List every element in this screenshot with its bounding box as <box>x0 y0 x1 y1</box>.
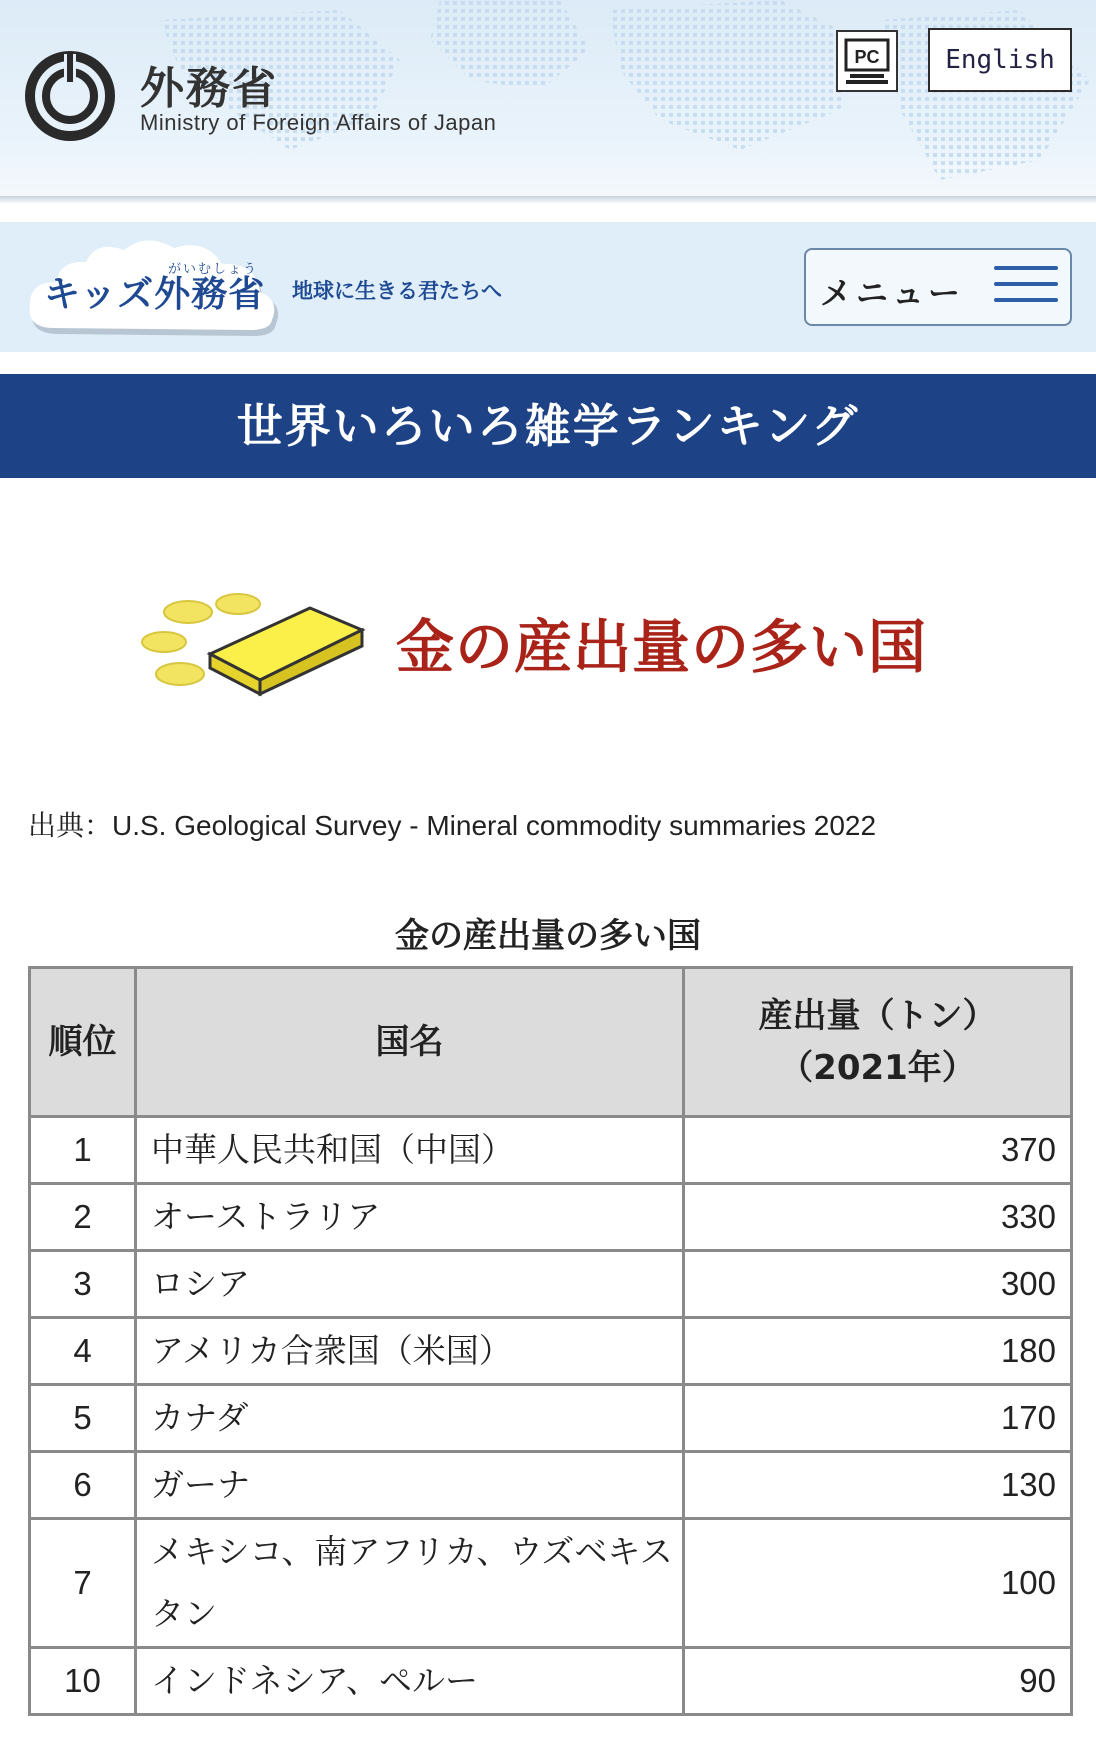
country-cell: メキシコ、南アフリカ、ウズベキスタン <box>136 1519 684 1648</box>
rank-cell: 6 <box>30 1452 136 1519</box>
rank-cell: 1 <box>30 1117 136 1184</box>
country-cell: 中華人民共和国（中国） <box>136 1117 684 1184</box>
banner-title: 世界いろいろ雑学ランキング <box>236 399 860 453</box>
kids-tagline: 地球に生きる君たちへ <box>292 279 502 303</box>
pc-version-button[interactable] <box>836 30 898 92</box>
amount-cell: 300 <box>684 1251 1072 1318</box>
table-caption: 金の産出量の多い国 <box>395 916 701 956</box>
pc-monitor-icon <box>838 32 896 90</box>
table-row <box>30 1385 1072 1452</box>
source-citation: 出典：U.S. Geological Survey - Mineral commodity summaries 2022 <box>28 810 877 841</box>
country-cell: ロシア <box>136 1251 684 1318</box>
table-row <box>30 1117 1072 1184</box>
pc-label: PC <box>854 47 880 67</box>
ministry-emblem-icon[interactable] <box>24 50 116 142</box>
section-banner <box>0 374 1096 478</box>
ranking-table <box>28 966 1073 1716</box>
hamburger-icon <box>994 266 1058 310</box>
country-cell: アメリカ合衆国（米国） <box>136 1318 684 1385</box>
amount-cell: 180 <box>684 1318 1072 1385</box>
amount-cell: 370 <box>684 1117 1072 1184</box>
table-row <box>30 1648 1072 1715</box>
header-rank: 順位 <box>30 968 136 1117</box>
header-amount-line1: 産出量（トン） <box>758 996 997 1036</box>
site-header <box>0 0 1096 196</box>
header-country: 国名 <box>136 968 684 1117</box>
rank-cell: 4 <box>30 1318 136 1385</box>
kids-title-ruby: がいむしょう <box>168 262 259 277</box>
table-row <box>30 1184 1072 1251</box>
header-amount-line2: （2021年） <box>779 1048 976 1088</box>
rank-cell: 10 <box>30 1648 136 1715</box>
country-cell: オーストラリア <box>136 1184 684 1251</box>
rank-cell: 7 <box>30 1519 136 1648</box>
english-button[interactable]: English <box>928 28 1072 92</box>
country-cell: カナダ <box>136 1385 684 1452</box>
ministry-name-en[interactable]: Ministry of Foreign Affairs of Japan <box>140 110 497 135</box>
gold-bar-icon <box>140 590 370 700</box>
header-divider <box>0 196 1096 204</box>
rank-cell: 3 <box>30 1251 136 1318</box>
ministry-name-jp[interactable]: 外務省 <box>140 63 278 114</box>
table-row <box>30 1452 1072 1519</box>
amount-cell: 330 <box>684 1184 1072 1251</box>
rank-cell: 5 <box>30 1385 136 1452</box>
table-row <box>30 1318 1072 1385</box>
kids-site-title[interactable]: キッズ外務省 <box>44 274 266 315</box>
page-heading: 金の産出量の多い国 <box>396 613 928 681</box>
rank-cell: 2 <box>30 1184 136 1251</box>
amount-cell: 170 <box>684 1385 1072 1452</box>
menu-label: メニュー <box>820 274 965 312</box>
amount-cell: 100 <box>684 1519 1072 1648</box>
amount-cell: 130 <box>684 1452 1072 1519</box>
table-header-row <box>30 968 1072 1117</box>
kids-bar <box>0 222 1096 352</box>
country-cell: インドネシア、ペルー <box>136 1648 684 1715</box>
table-row <box>30 1251 1072 1318</box>
header-amount <box>684 968 1072 1117</box>
menu-button[interactable] <box>804 248 1072 326</box>
country-cell: ガーナ <box>136 1452 684 1519</box>
amount-cell: 90 <box>684 1648 1072 1715</box>
table-row <box>30 1519 1072 1648</box>
